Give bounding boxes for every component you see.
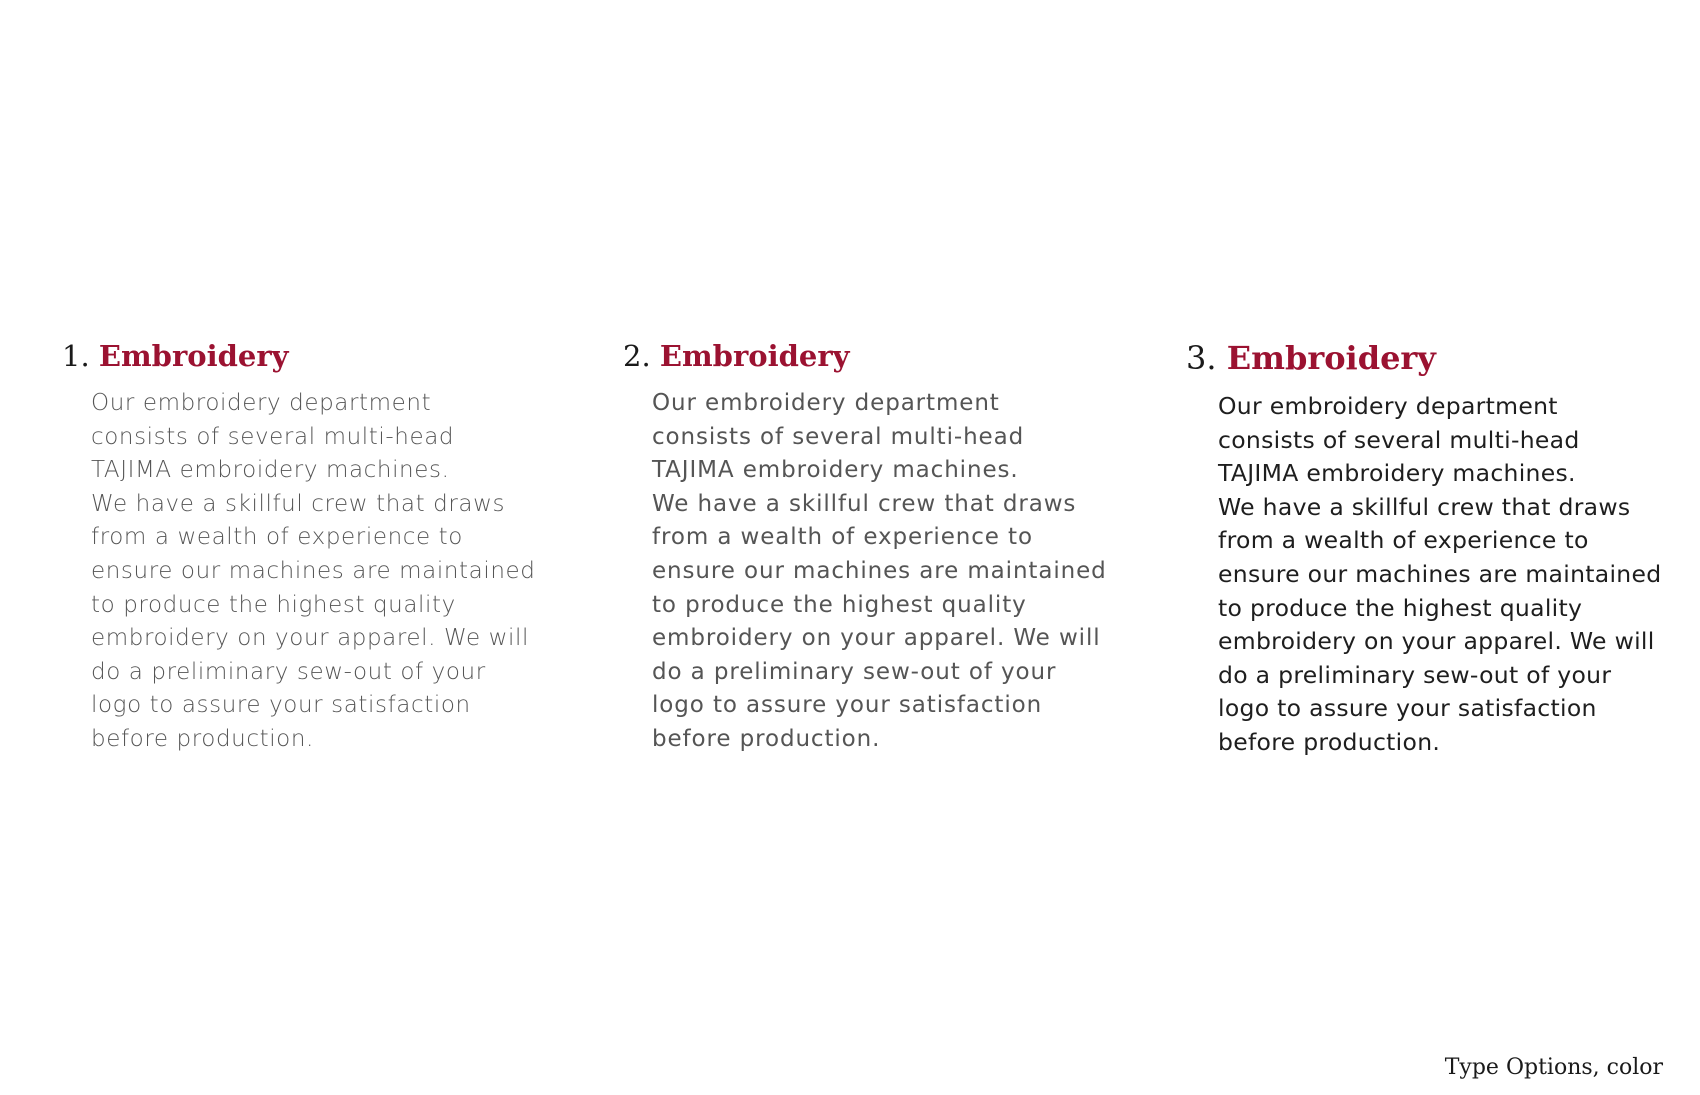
body-line: Our embroidery department	[652, 390, 1000, 416]
body-line: We have a skillful crew that draws	[91, 490, 506, 517]
body-line: do a preliminary sew-out of your	[652, 658, 1057, 685]
body-line: ensure our machines are maintained	[1218, 559, 1662, 588]
body-line: consists of several multi-head	[91, 423, 455, 450]
body-line: embroidery on your apparel. We will	[1218, 627, 1655, 656]
option-2-number: 2.	[623, 339, 651, 373]
body-line: Our embroidery department	[1218, 392, 1558, 420]
body-line: do a preliminary sew-out of your	[1218, 660, 1612, 689]
body-line: ensure our machines are maintained	[91, 557, 536, 584]
option-1-title: Embroidery	[98, 339, 289, 373]
option-1-body	[91, 387, 535, 757]
body-line: embroidery on your apparel. We will	[91, 625, 530, 652]
option-2-heading	[623, 339, 850, 373]
body-line: consists of several multi-head	[652, 423, 1025, 450]
body-line: Our embroidery department	[91, 390, 432, 416]
body-line: to produce the highest quality	[1218, 593, 1583, 622]
option-2-body	[652, 387, 1107, 757]
body-line: before production.	[652, 725, 881, 752]
option-1-heading	[62, 339, 289, 373]
body-line: before production.	[91, 725, 314, 752]
option-2-title: Embroidery	[659, 339, 850, 373]
body-line: logo to assure your satisfaction	[91, 692, 471, 719]
body-line: from a wealth of experience to	[1218, 526, 1589, 555]
body-line: embroidery on your apparel. We will	[652, 625, 1101, 652]
option-3-title: Embroidery	[1226, 339, 1436, 377]
body-line: consists of several multi-head	[1218, 425, 1580, 454]
option-1-number: 1.	[62, 339, 90, 373]
page-caption: Type Options, color	[1444, 1055, 1663, 1080]
body-line: logo to assure your satisfaction	[1218, 694, 1597, 723]
body-line: to produce the highest quality	[652, 591, 1027, 618]
option-3-number: 3.	[1186, 339, 1217, 377]
body-line: before production.	[1218, 727, 1441, 756]
body-line: TAJIMA embroidery machines.	[652, 457, 1019, 484]
body-line: TAJIMA embroidery machines.	[91, 457, 450, 484]
body-line: TAJIMA embroidery machines.	[1218, 459, 1576, 488]
body-line: We have a skillful crew that draws	[1218, 492, 1631, 521]
body-line: We have a skillful crew that draws	[652, 490, 1077, 517]
body-line: to produce the highest quality	[91, 591, 456, 618]
option-3-heading	[1186, 339, 1436, 377]
body-line: ensure our machines are maintained	[652, 557, 1107, 584]
body-line: logo to assure your satisfaction	[652, 692, 1043, 719]
body-line: from a wealth of experience to	[652, 524, 1033, 551]
body-line: do a preliminary sew-out of your	[91, 658, 486, 685]
body-line: from a wealth of experience to	[91, 524, 463, 551]
option-3-body	[1218, 390, 1661, 760]
